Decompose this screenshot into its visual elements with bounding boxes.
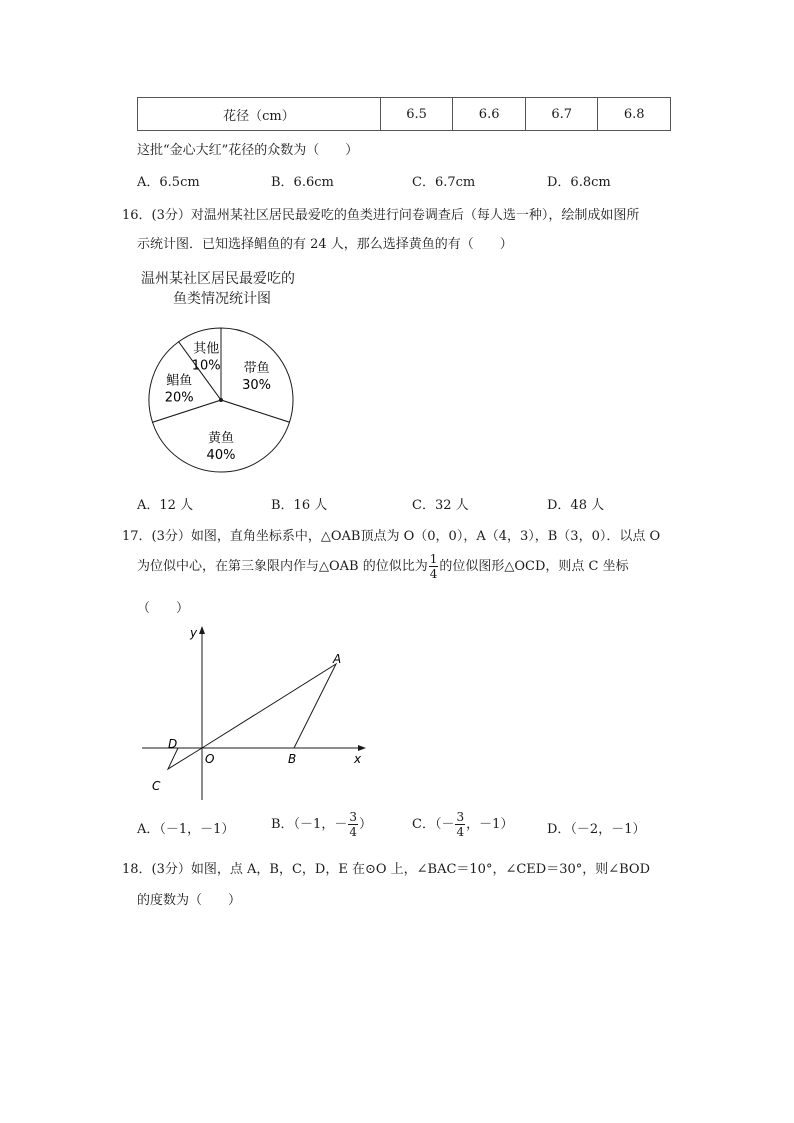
q15-option-a[interactable]: A．6.5cm bbox=[137, 175, 200, 190]
label-d: D bbox=[168, 737, 178, 751]
ratio-numerator: 1 bbox=[429, 552, 438, 566]
option-b-suffix: ） bbox=[358, 817, 372, 832]
pie-percent-huangyu: 40% bbox=[206, 448, 236, 463]
pie-label-daiyu: 带鱼 bbox=[243, 361, 270, 377]
q17-option-d[interactable]: D．（－2，－1） bbox=[547, 822, 646, 837]
q16-option-d[interactable]: D．48 人 bbox=[547, 498, 605, 513]
chart-title-line1: 温州某社区居民最爱吃的 bbox=[141, 271, 295, 287]
triangle-oab bbox=[202, 664, 336, 748]
label-a: A bbox=[333, 652, 342, 666]
q18-stem-line1: 18．(3分）如图，点 A，B，C，D，E 在⊙O 上，∠BAC＝10°，∠CED＝30°，则∠BOD bbox=[122, 862, 651, 877]
label-c: C bbox=[152, 779, 161, 793]
option-b-fraction bbox=[348, 810, 358, 839]
coordinate-figure bbox=[140, 620, 380, 805]
ratio-fraction bbox=[429, 552, 439, 581]
q18-stem-line2: 的度数为（ ） bbox=[137, 893, 242, 908]
option-c-suffix: ，－1） bbox=[466, 817, 514, 832]
table-cell: 6.7 bbox=[525, 98, 598, 131]
q17-stem-part-a: 为位似中心，在第三象限内作与△OAB 的位似比为 bbox=[137, 559, 428, 574]
q16-option-a[interactable]: A．12 人 bbox=[137, 498, 194, 513]
q16-stem-line1: 16．(3分）对温州某社区居民最爱吃的鱼类进行问卷调查后（每人选一种），绘制成如图所 bbox=[122, 208, 640, 223]
label-o: O bbox=[205, 752, 215, 766]
pie-percent-changyu: 20% bbox=[164, 390, 194, 406]
option-c-numerator: 3 bbox=[456, 810, 465, 824]
triangle-ocd bbox=[168, 748, 202, 769]
q15-option-d[interactable]: D．6.8cm bbox=[547, 175, 611, 190]
pie-label-qita: 其他 bbox=[193, 341, 220, 357]
table-header-cell: 花径（cm） bbox=[138, 98, 381, 131]
q17-option-b[interactable] bbox=[271, 810, 372, 839]
option-b-numerator: 3 bbox=[349, 810, 357, 824]
option-c-fraction bbox=[455, 810, 465, 839]
table-cell: 6.6 bbox=[453, 98, 526, 131]
ratio-denominator: 4 bbox=[429, 567, 438, 581]
option-b-denominator: 4 bbox=[349, 825, 357, 839]
x-axis-arrow bbox=[358, 745, 366, 751]
table-cell: 6.5 bbox=[380, 98, 453, 131]
q16-option-c[interactable]: C．32 人 bbox=[412, 498, 469, 513]
q16-stem-line2: 示统计图．已知选择鲳鱼的有 24 人，那么选择黄鱼的有（ ） bbox=[137, 237, 513, 252]
pie-percent-daiyu: 30% bbox=[242, 378, 272, 394]
label-b: B bbox=[288, 752, 297, 766]
pie-percent-qita: 10% bbox=[191, 358, 221, 374]
q17-option-c[interactable] bbox=[412, 810, 513, 839]
q17-stem-line3: （ ） bbox=[137, 601, 190, 616]
q15-option-b[interactable]: B．6.6cm bbox=[271, 175, 334, 190]
table-cell: 6.8 bbox=[598, 98, 671, 131]
q15-stem: 这批“金心大红”花径的众数为（ ） bbox=[137, 143, 359, 158]
pie-center-dot bbox=[219, 398, 223, 402]
option-c-prefix: C．（－ bbox=[412, 817, 455, 832]
pie-label-changyu: 鲳鱼 bbox=[166, 373, 193, 389]
label-y: y bbox=[190, 626, 198, 640]
q17-stem-line1: 17．(3分）如图，直角坐标系中，△OAB顶点为 O（0，0），A（4，3），B（3，0）．以点 O bbox=[122, 529, 661, 544]
y-axis-arrow bbox=[199, 626, 205, 634]
q17-stem-line2 bbox=[137, 552, 629, 581]
chart-title-line2: 鱼类情况统计图 bbox=[173, 291, 271, 307]
q15-option-c[interactable]: C．6.7cm bbox=[412, 175, 476, 190]
table-row bbox=[138, 98, 671, 131]
option-b-prefix: B．（－1，－ bbox=[271, 817, 348, 832]
pie-chart bbox=[140, 318, 310, 484]
pie-label-huangyu: 黄鱼 bbox=[207, 431, 235, 446]
option-c-denominator: 4 bbox=[456, 825, 465, 839]
q17-stem-part-b: 的位似图形△OCD，则点 C 坐标 bbox=[439, 559, 629, 574]
q17-option-a[interactable]: A．（－1，－1） bbox=[137, 822, 235, 837]
flower-diameter-table bbox=[137, 97, 671, 131]
label-x: x bbox=[354, 752, 362, 766]
q16-option-b[interactable]: B．16 人 bbox=[271, 498, 328, 513]
